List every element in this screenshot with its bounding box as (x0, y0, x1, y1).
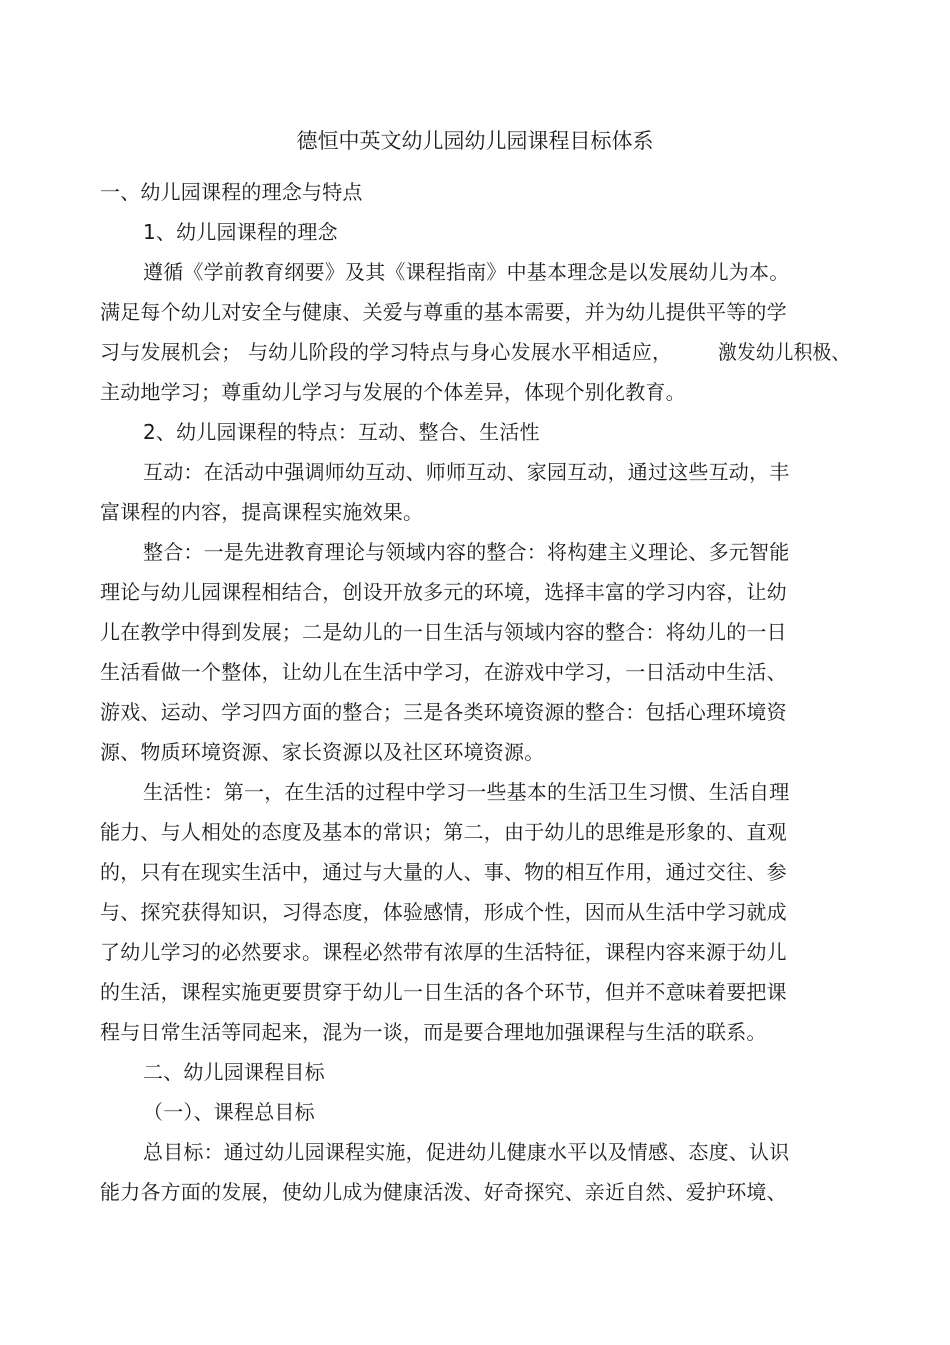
section-heading-2: 二、幼儿园课程目标 (143, 1060, 325, 1084)
paragraph-line: 游戏、运动、学习四方面的整合；三是各类环境资源的整合：包括心理环境资 (100, 700, 787, 724)
paragraph-line: 主动地学习；尊重幼儿学习与发展的个体差异，体现个别化教育。 (100, 380, 686, 404)
paragraph-line: 与、探究获得知识，习得态度，体验感情，形成个性，因而从生活中学习就成 (100, 900, 787, 924)
paragraph-line: 的，只有在现实生活中，通过与大量的人、事、物的相互作用，通过交往、参 (100, 860, 787, 884)
paragraph-line: 总目标：通过幼儿园课程实施，促进幼儿健康水平以及情感、态度、认识 (143, 1140, 790, 1164)
subsection-heading-1-2: 2、幼儿园课程的特点：互动、整合、生活性 (143, 420, 540, 444)
paragraph-line: 儿在教学中得到发展；二是幼儿的一日生活与领域内容的整合：将幼儿的一日 (100, 620, 787, 644)
paragraph-line: 的生活，课程实施更要贯穿于幼儿一日生活的各个环节，但并不意味着要把课 (100, 980, 787, 1004)
paragraph-line: 理论与幼儿园课程相结合，创设开放多元的环境，选择丰富的学习内容，让幼 (100, 580, 787, 604)
subsection-heading-2-1: （一）、课程总目标 (143, 1100, 315, 1124)
paragraph-line: 程与日常生活等同起来，混为一谈，而是要合理地加强课程与生活的联系。 (100, 1020, 767, 1044)
paragraph-line: 互动：在活动中强调师幼互动、师师互动、家园互动，通过这些互动，丰 (143, 460, 790, 484)
paragraph-line: 能力、与人相处的态度及基本的常识；第二，由于幼儿的思维是形象的、直观 (100, 820, 787, 844)
paragraph-line: 遵循《学前教育纲要》及其《课程指南》中基本理念是以发展幼儿为本。 (143, 260, 790, 284)
subsection-heading-1-1: 1、幼儿园课程的理念 (143, 220, 338, 244)
paragraph-line: 能力各方面的发展，使幼儿成为健康活泼、好奇探究、亲近自然、爱护环境、 (100, 1180, 787, 1204)
paragraph-line: 满足每个幼儿对安全与健康、关爱与尊重的基本需要，并为幼儿提供平等的学 (100, 300, 787, 324)
paragraph-line: 生活性：第一，在生活的过程中学习一些基本的生活卫生习惯、生活自理 (143, 780, 790, 804)
paragraph-line: 习与发展机会； 与幼儿阶段的学习特点与身心发展水平相适应， (100, 340, 673, 364)
paragraph-line: 了幼儿学习的必然要求。课程必然带有浓厚的生活特征，课程内容来源于幼儿 (100, 940, 787, 964)
document-title: 德恒中英文幼儿园幼儿园课程目标体系 (296, 129, 654, 153)
paragraph-line: 富课程的内容，提高课程实施效果。 (100, 500, 424, 524)
paragraph-line-continuation: 激发幼儿积极、 (718, 340, 851, 364)
section-heading-1: 一、幼儿园课程的理念与特点 (100, 180, 363, 204)
paragraph-line: 整合：一是先进教育理论与领域内容的整合：将构建主义理论、多元智能 (143, 540, 790, 564)
paragraph-line: 生活看做一个整体，让幼儿在生活中学习，在游戏中学习，一日活动中生活、 (100, 660, 787, 684)
paragraph-line: 源、物质环境资源、家长资源以及社区环境资源。 (100, 740, 545, 764)
